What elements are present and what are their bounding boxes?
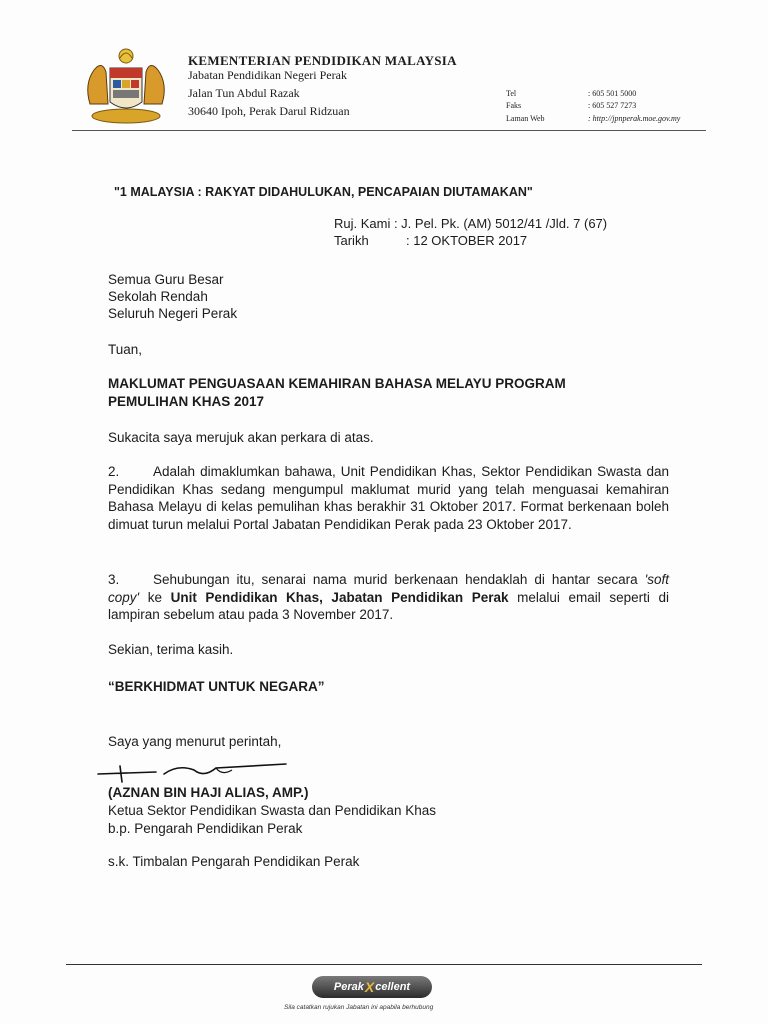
fax-label: Faks — [506, 101, 522, 110]
logo-text-left: Perak — [333, 981, 364, 993]
fax-value: : 605 527 7273 — [588, 101, 637, 110]
cc-line: s.k. Timbalan Pengarah Pendidikan Perak — [108, 854, 360, 869]
order-line: Saya yang menurut perintah, — [108, 734, 282, 749]
department-name: Jabatan Pendidikan Negeri Perak — [188, 68, 347, 82]
logo-text-right: cellent — [375, 981, 411, 993]
paragraph-3-text-c: melalui email seperti di lampiran sebelum atau pada 3 November 2017. — [108, 589, 669, 622]
paragraph-2 — [108, 463, 669, 533]
footer-note: Sila catatkan rujukan Jabatan ini apabila berhubung — [284, 1004, 434, 1011]
footer-divider — [66, 964, 702, 965]
web-label: Laman Web — [506, 114, 545, 123]
date-label: Tarikh — [334, 233, 369, 248]
closing-line: Sekian, terima kasih. — [108, 642, 234, 657]
signatory-title-2: b.p. Pengarah Pendidikan Perak — [108, 821, 303, 836]
paragraph-3-number: 3. — [108, 572, 120, 587]
perak-excellent-logo — [312, 976, 432, 998]
paragraph-2-number: 2. — [108, 464, 120, 479]
date-value: : 12 OKTOBER 2017 — [406, 233, 528, 248]
letter-subject: MAKLUMAT PENGUASAAN KEMAHIRAN BAHASA MELAYU PROGRAM PEMULIHAN KHAS 2017 — [108, 376, 566, 409]
soft-copy-term: 'soft copy' — [108, 572, 669, 605]
signatory-name: (AZNAN BIN HAJI ALIAS, AMP.) — [108, 785, 309, 800]
header-divider — [72, 130, 706, 131]
coat-of-arms-icon — [80, 44, 172, 130]
recipient-line-2: Sekolah Rendah — [108, 289, 208, 304]
slogan: “BERKHIDMAT UNTUK NEGARA” — [108, 679, 325, 694]
paragraph-3-text-a: Sehubungan itu, senarai nama murid berkenaan hendaklah di hantar secara — [153, 572, 645, 587]
tel-label: Tel — [506, 89, 517, 98]
paragraph-2-text: Adalah dimaklumkan bahawa, Unit Pendidikan Khas, Sektor Pendidikan Swasta dan Pendidikan Khas sedang mengumpul maklumat murid yang telah menguasai kemahiran Bahasa Melayu di kelas pemulihan khas berakhir 31 Oktober 2017. Format berkenaan boleh dimuat turun melalui Portal Jabatan Pendidikan Perak pada 23 Oktober 2017. — [108, 464, 669, 532]
tel-value: : 605 501 5000 — [588, 89, 637, 98]
recipient-line-3: Seluruh Negeri Perak — [108, 306, 238, 321]
motto: "1 MALAYSIA : RAKYAT DIDAHULUKAN, PENCAPAIAN DIUTAMAKAN" — [114, 185, 533, 199]
web-value: : http://jpnperak.moe.gov.my — [588, 114, 681, 123]
paragraph-3 — [108, 571, 669, 624]
address-city: 30640 Ipoh, Perak Darul Ridzuan — [188, 104, 350, 118]
signatory-title-1: Ketua Sektor Pendidikan Swasta dan Pendidikan Khas — [108, 803, 436, 818]
ministry-name: KEMENTERIAN PENDIDIKAN MALAYSIA — [188, 53, 457, 68]
salutation: Tuan, — [108, 342, 143, 357]
paragraph-1: Sukacita saya merujuk akan perkara di atas. — [108, 430, 374, 445]
logo-x: X — [364, 979, 375, 995]
paragraph-3-text-b: ke — [139, 589, 171, 605]
recipient-line-1: Semua Guru Besar — [108, 272, 224, 287]
address-street: Jalan Tun Abdul Razak — [188, 86, 300, 100]
unit-name: Unit Pendidikan Khas, Jabatan Pendidikan Perak — [170, 589, 509, 605]
reference-number: Ruj. Kami : J. Pel. Pk. (AM) 5012/41 /Jld. 7 (67) — [334, 216, 608, 231]
